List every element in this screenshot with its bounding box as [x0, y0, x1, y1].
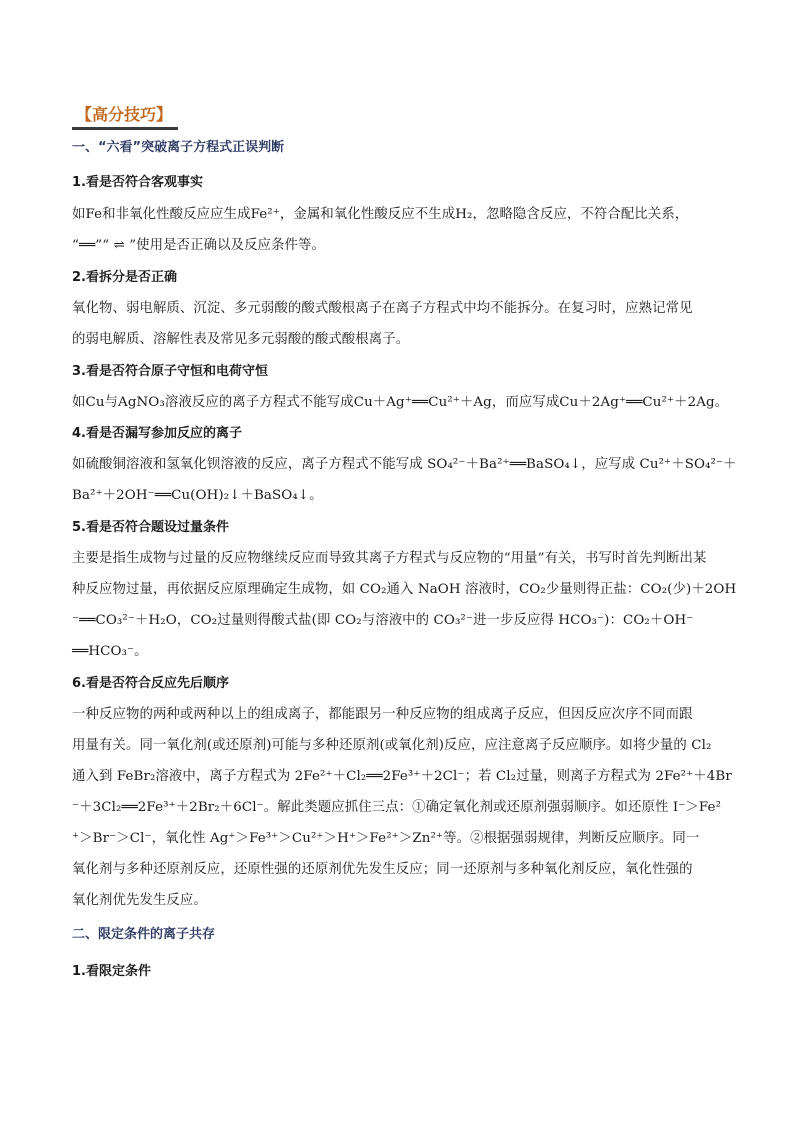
paragraph-line: ══HCO₃⁻。 — [72, 644, 148, 659]
paragraph-line: 氧化剂与多种还原剂反应，还原性强的还原剂优先发生反应；同一还原剂与多种氧化剂反应，氧化性强的 — [72, 862, 693, 877]
section-tag: 【高分技巧】 — [72, 103, 178, 130]
paragraph-line: Ba²⁺＋2OH⁻══Cu(OH)₂↓＋BaSO₄↓。 — [72, 488, 323, 503]
paragraph-line: 用量有关。同一氧化剂(或还原剂)可能与多种还原剂(或氧化剂)反应，应注意离子反应顺序。如将少量的 Cl₂ — [72, 738, 712, 753]
subheading: 6.看是否符合反应先后顺序 — [72, 676, 229, 691]
paragraph-line: 如Cu与AgNO₃溶液反应的离子方程式不能写成Cu＋Ag⁺══Cu²⁺＋Ag，而应写成Cu＋2Ag⁺══Cu²⁺＋2Ag。 — [72, 395, 729, 410]
subheading: 4.看是否漏写参加反应的离子 — [72, 426, 242, 441]
paragraph-line: 一种反应物的两种或两种以上的组成离子，都能跟另一种反应物的组成离子反应，但因反应次序不同而跟 — [72, 707, 693, 722]
paragraph-line: 主要是指生成物与过量的反应物继续反应而导致其离子方程式与反应物的“用量”有关，书写时首先判断出某 — [72, 551, 707, 566]
paragraph-line: 通入到 FeBr₂溶液中，离子方程式为 2Fe²⁺＋Cl₂══2Fe³⁺＋2Cl⁻；若 Cl₂过量，则离子方程式为 2Fe²⁺＋4Br — [72, 769, 732, 784]
paragraph-line: 如Fe和非氧化性酸反应应生成Fe²⁺，金属和氧化性酸反应不生成H₂，忽略隐含反应，不符合配比关系， — [72, 207, 689, 222]
subheading: 1.看是否符合客观事实 — [72, 175, 203, 190]
paragraph-line: “══”“ ⇌ ”使用是否正确以及反应条件等。 — [72, 238, 326, 253]
subheading: 5.看是否符合题设过量条件 — [72, 520, 229, 535]
section-heading: 一、“六看”突破离子方程式正误判断 — [72, 140, 285, 155]
paragraph-line: ⁺＞Br⁻＞Cl⁻，氧化性 Ag⁺＞Fe³⁺＞Cu²⁺＞H⁺＞Fe²⁺＞Zn²⁺等。②根据强弱规律，判断反应顺序。同一 — [72, 831, 700, 846]
paragraph-line: 如硫酸铜溶液和氢氧化钡溶液的反应，离子方程式不能写成 SO₄²⁻＋Ba²⁺══BaSO₄↓，应写成 Cu²⁺＋SO₄²⁻＋ — [72, 457, 737, 472]
paragraph-line: 的弱电解质、溶解性表及常见多元弱酸的酸式酸根离子。 — [72, 332, 410, 347]
subheading: 1.看限定条件 — [72, 964, 151, 979]
paragraph-line: ⁻＋3Cl₂══2Fe³⁺＋2Br₂＋6Cl⁻。解此类题应抓住三点：①确定氧化剂或还原剂强弱顺序。如还原性 I⁻＞Fe² — [72, 800, 722, 815]
subheading: 3.看是否符合原子守恒和电荷守恒 — [72, 364, 268, 379]
section-heading: 二、限定条件的离子共存 — [72, 927, 216, 942]
subheading: 2.看拆分是否正确 — [72, 270, 177, 285]
paragraph-line: 种反应物过量，再依据反应原理确定生成物，如 CO₂通入 NaOH 溶液时，CO₂少量则得正盐：CO₂(少)＋2OH — [72, 582, 737, 597]
paragraph-line: ⁻══CO₃²⁻＋H₂O，CO₂过量则得酸式盐(即 CO₂与溶液中的 CO₃²⁻进一步反应得 HCO₃⁻)：CO₂＋OH⁻ — [72, 613, 694, 628]
paragraph-line: 氧化剂优先发生反应。 — [72, 893, 207, 908]
paragraph-line: 氧化物、弱电解质、沉淀、多元弱酸的酸式酸根离子在离子方程式中均不能拆分。在复习时，应熟记常见 — [72, 301, 693, 316]
